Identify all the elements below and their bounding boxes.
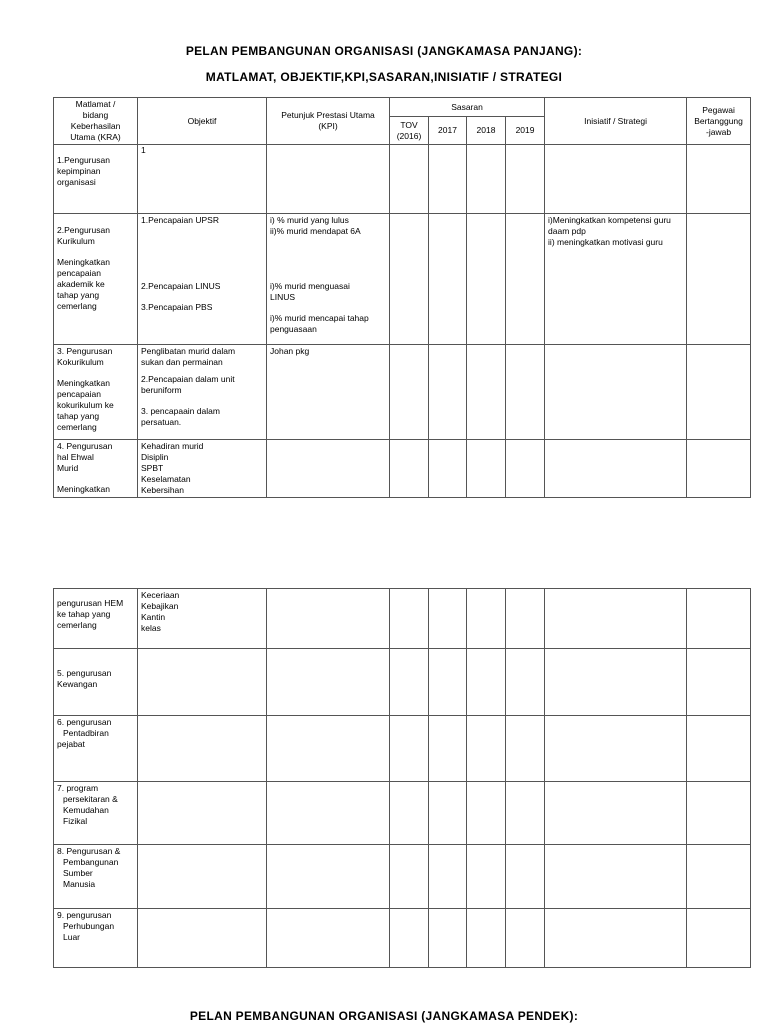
kra-cell: pengurusan HEM ke tahap yang cemerlang [54,589,138,649]
plan-table-1 [53,97,751,498]
table-row [54,649,751,716]
header-2018: 2018 [467,117,506,145]
kra-cell: 1.Pengurusan kepimpinan organisasi [54,145,138,214]
kpi-cell: i) % murid yang lulus ii)% murid mendapat 6A i)% murid menguasai LINUS i)% murid mencapai tahap penguasaan [267,214,390,345]
objektif-cell: 1 [138,145,267,214]
kra-cell: 9. pengurusan Perhubungan Luar [54,909,138,968]
kra-cell: 8. Pengurusan & Pembangunan Sumber Manusia [54,845,138,909]
kpi-cell: Johan pkg [267,345,390,440]
kra-cell: 3. Pengurusan Kokurikulum Meningkatkan pencapaian kokurikulum ke tahap yang cemerlang [54,345,138,440]
kra-cell: 4. Pengurusan hal Ehwal Murid Meningkatkan [54,440,138,498]
page-title: PELAN PEMBANGUNAN ORGANISASI (JANGKAMASA PANJANG): [185,44,583,58]
kra-cell: 7. program persekitaran & Kemudahan Fizikal [54,782,138,845]
header-sasaran: Sasaran [390,98,545,117]
kra-cell: 5. pengurusan Kewangan [54,649,138,716]
objektif-cell: Penglibatan murid dalam sukan dan permainan 2.Pencapaian dalam unit beruniform 3. pencapaain dalam persatuan. [138,345,267,440]
table-row [54,440,751,498]
objektif-cell: Keceriaan Kebajikan Kantin kelas [138,589,267,649]
table-row [54,845,751,909]
header-kpi: Petunjuk Prestasi Utama (KPI) [267,98,390,145]
objektif-cell: Kehadiran murid Disiplin SPBT Keselamatan Kebersihan [138,440,267,498]
table-row [54,214,751,345]
header-objektif: Objektif [138,98,267,145]
header-inisiatif: Inisiatif / Strategi [545,98,687,145]
page-subtitle: MATLAMAT, OBJEKTIF,KPI,SASARAN,INISIATIF / STRATEGI [205,70,563,84]
kra-cell: 6. pengurusan Pentadbiran pejabat [54,716,138,782]
table-row [54,589,751,649]
header-matlamat: Matlamat / bidang Keberhasilan Utama (KRA) [54,98,138,145]
objektif-cell: 1.Pencapaian UPSR 2.Pencapaian LINUS 3.Pencapaian PBS [138,214,267,345]
table-row [54,345,751,440]
table-row [54,909,751,968]
inisiatif-cell: i)Meningkatkan kompetensi guru daam pdp ii) meningkatkan motivasi guru [545,214,687,345]
header-2017: 2017 [429,117,467,145]
short-term-title: PELAN PEMBANGUNAN ORGANISASI (JANGKAMASA PENDEK): [189,1009,579,1023]
header-tov: TOV (2016) [390,117,429,145]
header-2019: 2019 [506,117,545,145]
table-row [54,782,751,845]
header-pegawai: Pegawai Bertanggung -jawab [687,98,751,145]
plan-table-2 [53,588,751,968]
kra-cell: 2.Pengurusan Kurikulum Meningkatkan pencapaian akademik ke tahap yang cemerlang [54,214,138,345]
table-row [54,716,751,782]
table-row [54,145,751,214]
